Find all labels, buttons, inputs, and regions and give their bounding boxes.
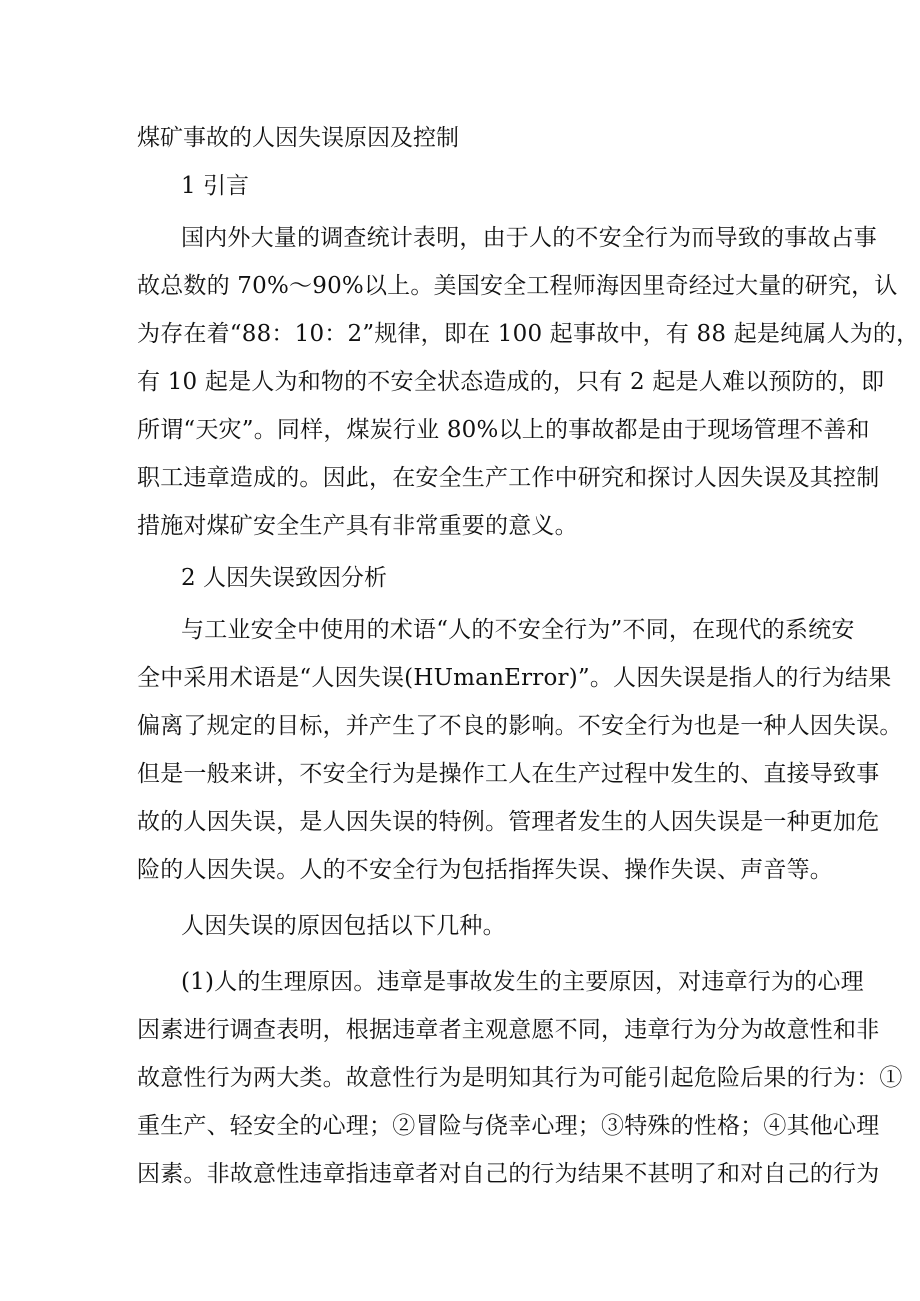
paragraph-line: 为存在着“88：10：2”规律，即在 100 起事故中，有 88 起是纯属人为的，: [137, 321, 920, 347]
paragraph-causes-intro: [137, 902, 787, 950]
paragraph-line: 全中采用术语是“人因失误(HUmanError)”。人因失误是指人的行为结果: [137, 665, 892, 691]
paragraph-line: 职工违章造成的。因此，在安全生产工作中研究和探讨人因失误及其控制: [137, 465, 880, 491]
paragraph-line: 因素进行调查表明，根据违章者主观意愿不同，违章行为分为故意性和非: [137, 1017, 880, 1043]
paragraph-line: 因素。非故意性违章指违章者对自己的行为结果不甚明了和对自己的行为: [137, 1161, 880, 1187]
document-title: 煤矿事故的人因失误原因及控制: [137, 125, 459, 151]
paragraph-human-error-definition: [137, 606, 903, 894]
section-heading-introduction: 1 引言: [181, 173, 249, 199]
paragraph-line: 与工业安全中使用的术语“人的不安全行为”不同，在现代的系统安: [181, 617, 855, 643]
paragraph-introduction: [137, 214, 920, 550]
section-heading-human-error-analysis: 2 人因失误致因分析: [181, 565, 387, 591]
paragraph-cause-physiological: [137, 958, 903, 1198]
paragraph-line: 重生产、轻安全的心理；②冒险与侥幸心理；③特殊的性格；④其他心理: [137, 1113, 880, 1139]
paragraph-line: 所谓“天灾”。同样，煤炭行业 80%以上的事故都是由于现场管理不善和: [137, 417, 870, 443]
paragraph-line: 故的人因失误，是人因失误的特例。管理者发生的人因失误是一种更加危: [137, 809, 880, 835]
paragraph-line: 偏离了规定的目标，并产生了不良的影响。不安全行为也是一种人因失误。: [137, 713, 903, 739]
paragraph-line: 但是一般来讲，不安全行为是操作工人在生产过程中发生的、直接导致事: [137, 761, 880, 787]
paragraph-line: 人因失误的原因包括以下几种。: [181, 913, 506, 939]
paragraph-line: 国内外大量的调查统计表明，由于人的不安全行为而导致的事故占事: [181, 225, 877, 251]
paragraph-line: 险的人因失误。人的不安全行为包括指挥失误、操作失误、声音等。: [137, 857, 833, 883]
paragraph-line: 故意性行为两大类。故意性行为是明知其行为可能引起危险后果的行为：①: [137, 1065, 903, 1091]
paragraph-line: 措施对煤矿安全生产具有非常重要的意义。: [137, 513, 578, 539]
paragraph-line: 故总数的 70%～90%以上。美国安全工程师海因里奇经过大量的研究，认: [137, 273, 898, 299]
document-body: [137, 118, 920, 1206]
paragraph-line: (1)人的生理原因。违章是事故发生的主要原因，对违章行为的心理: [181, 969, 864, 995]
paragraph-line: 有 10 起是人为和物的不安全状态造成的，只有 2 起是人难以预防的，即: [137, 369, 885, 395]
